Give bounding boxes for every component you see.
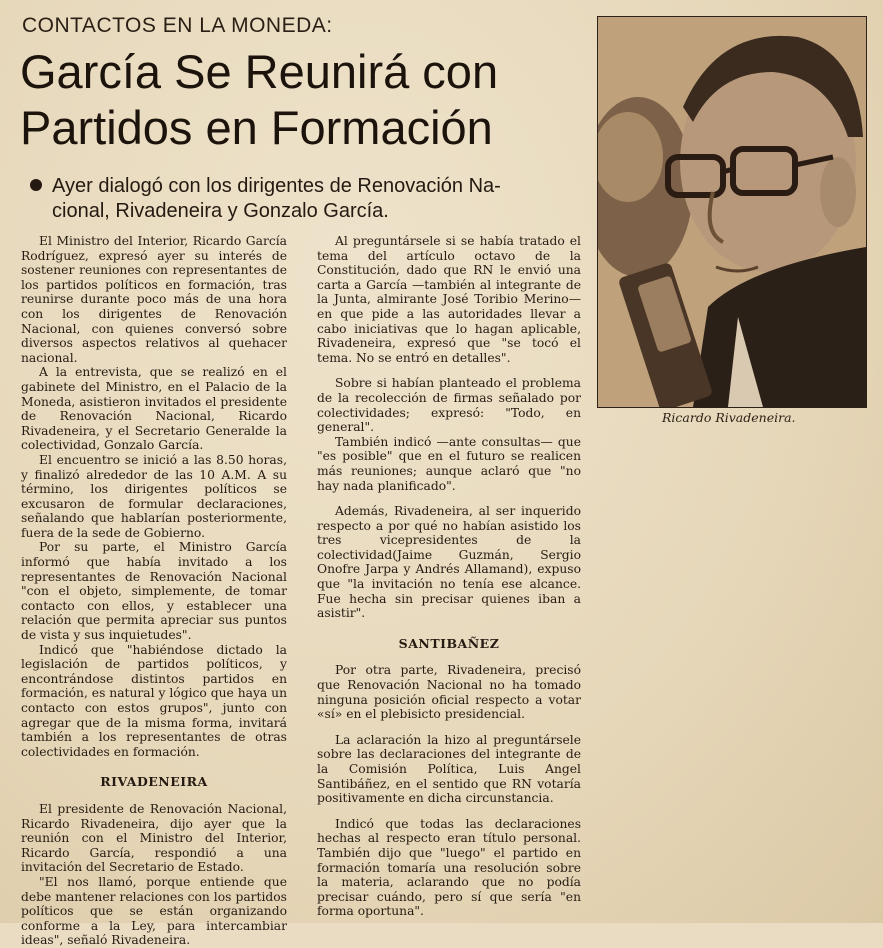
subhead-santibanez: SANTIBAÑEZ (398, 635, 500, 651)
middle-column (317, 234, 581, 919)
deck-line: cional, Rivadeneira y Gonzalo García. (52, 200, 389, 222)
left-column (21, 234, 287, 948)
subhead-rivadeneira: RIVADENEIRA (100, 774, 208, 790)
bullet-icon (30, 179, 42, 191)
paragraph: Al preguntársele si se había tratado el tema del artículo octavo de la Constitución, dado que RN le envió una carta a García —también al integrante de la Junta, almirante José Toribio Merino— en que pide a las autoridades llevar a cabo iniciativas que lo hagan aplicable, Rivadeneira, expresó que "se tocó el tema. No se entró en detalles". (317, 234, 581, 365)
paragraph: Por otra parte, Rivadeneira, precisó que Renovación Nacional no ha tomado ninguna posición oficial respecto a votar «sí» en el plebisicto presidencial. (317, 663, 581, 722)
paragraph: También indicó —ante consultas— que "es posible" que en el futuro se realicen más reuniones; aunque aclaró que "no hay nada planificado". (317, 434, 581, 493)
paragraph: "El nos llamó, porque entiende que debe mantener relaciones con los partidos políticos que se están organizando conforme a la Ley, para intercambiar ideas", señaló Rivadeneira. (21, 874, 287, 948)
paragraph: Indicó que "habiéndose dictado la legislación de partidos políticos, y encontrándose distintos partidos en formación, es natural y lógico que haya un contacto con estos grupos", junto con agregar que de la misma forma, invitará también a los representantes de otras colectividades en formación. (21, 642, 287, 759)
paragraph: La aclaración la hizo al preguntársele sobre las declaraciones del integrante de la Comisión Política, Luis Angel Santibáñez, en el sentido que RN votaría positivamente en dicha circunstancia. (317, 732, 581, 806)
paragraph: A la entrevista, que se realizó en el gabinete del Ministro, en el Palacio de la Moneda, asistieron invitados el presidente de Renovación Nacional, Ricardo Rivadeneira, y el Secretario Generalde la colectividad, Gonzalo García. (21, 365, 287, 453)
photo-caption: Ricardo Rivadeneira. (662, 410, 796, 425)
headline-line: García Se Reunirá con (20, 45, 499, 98)
paragraph: Indicó que todas las declaraciones hechas al respecto eran título personal. También dijo que "luego" el partido en formación tomaría una resolución sobre la materia, aclarando que no podía precisar cuándo, pero sí que sería "en forma oportuna". (317, 816, 581, 919)
paragraph: El presidente de Renovación Nacional, Ricardo Rivadeneira, dijo ayer que la reunión con el Ministro del Interior, Ricardo García, respondió a una invitación del Secretario de Estado. (21, 801, 287, 875)
paragraph: El encuentro se inició a las 8.50 horas, y finalizó alrededor de las 10 A.M. A su término, los dirigentes políticos se excusaron de formular declaraciones, señalando que hablarían posteriormente, fuera de la sede de Gobierno. (21, 452, 287, 540)
deck-line: Ayer dialogó con los dirigentes de Renovación Na- (52, 175, 501, 197)
paragraph: Por su parte, el Ministro García informó que había invitado a los representantes de Renovación Nacional "con el objeto, simplemente, de tomar contacto con ellos, y establecer una relación que permita apreciar sus puntos de vista y sus inquietudes". (21, 540, 287, 643)
paragraph: El Ministro del Interior, Ricardo García Rodríguez, expresó ayer su interés de sostener reuniones con representantes de los partidos políticos en formación, tras reunirse durante poco más de una hora con los dirigentes de Renovación Nacional, con quienes conversó sobre diversos aspectos relativos al quehacer nacional. (21, 234, 287, 365)
paragraph: Además, Rivadeneira, al ser inquerido respecto a por qué no habían asistido los tres vicepresidentes de la colectividad(Jaime Guzmán, Sergio Onofre Jarpa y Andrés Allamand), expuso que "la invitación no tenía ese alcance. Fue hecha sin precisar quienes iban a asistir". (317, 504, 581, 621)
portrait-photo (597, 16, 867, 408)
headline-line: Partidos en Formación (20, 101, 493, 154)
deck (34, 174, 589, 224)
kicker: CONTACTOS EN LA MONEDA: (22, 14, 333, 37)
portrait-illustration (598, 17, 866, 407)
headline (20, 44, 590, 156)
paragraph: Sobre si habían planteado el problema de la recolección de firmas señalado por colectividades; expresó: "Todo, en general". (317, 376, 581, 435)
